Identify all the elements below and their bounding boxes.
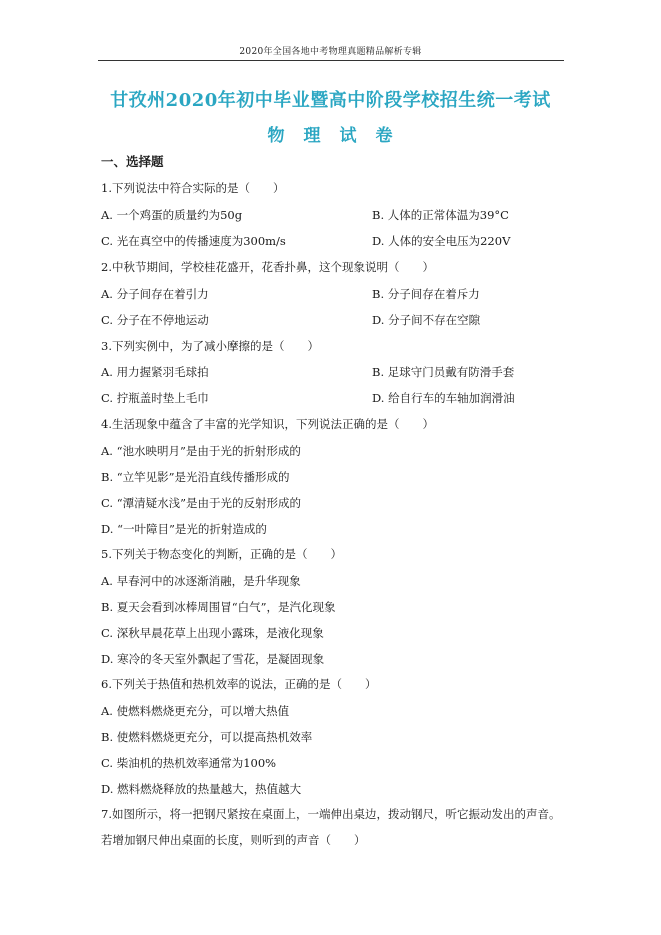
option-c: C. “潭清疑水浅”是由于光的反射形成的	[101, 496, 301, 510]
option-b: B. 人体的正常体温为39°C	[372, 208, 509, 222]
subtitle-char: 理	[303, 126, 322, 146]
option-d: D. 给自行车的车轴加润滑油	[372, 391, 515, 405]
question-stem: 4.生活现象中蕴含了丰富的光学知识，下列说法正确的是（ ）	[101, 417, 434, 431]
exam-subtitle	[0, 121, 661, 146]
option-b: B. 夏天会看到冰棒周围冒“白气”，是汽化现象	[101, 600, 336, 614]
page-header: 2020年全国各地中考物理真题精品解析专辑	[239, 47, 422, 57]
option-c: C. 光在真空中的传播速度为300m/s	[101, 234, 286, 248]
option-b: B. “立竿见影”是光沿直线传播形成的	[101, 470, 290, 484]
header-divider	[98, 60, 564, 61]
option-a: A. 早春河中的冰逐渐消融，是升华现象	[101, 574, 301, 588]
section-heading: 一、选择题	[101, 154, 164, 169]
option-c: C. 分子在不停地运动	[101, 313, 209, 327]
question-stem-continued: 若增加钢尺伸出桌面的长度，则听到的声音（ ）	[101, 833, 366, 847]
option-c: C. 柴油机的热机效率通常为100%	[101, 756, 277, 770]
option-a: A. 使燃料燃烧更充分，可以增大热值	[101, 704, 290, 718]
question-stem: 7.如图所示，将一把钢尺紧按在桌面上，一端伸出桌边，拨动钢尺，听它振动发出的声音。	[101, 807, 561, 821]
option-a: A. “池水映明月”是由于光的折射形成的	[101, 444, 301, 458]
option-d: D. 寒冷的冬天室外飘起了雪花，是凝固现象	[101, 652, 325, 666]
option-c: C. 深秋早晨花草上出现小露珠，是液化现象	[101, 626, 324, 640]
question-stem: 5.下列关于物态变化的判断，正确的是（ ）	[101, 547, 342, 561]
subtitle-char: 试	[339, 126, 358, 146]
exam-title: 甘孜州2020年初中毕业暨高中阶段学校招生统一考试	[110, 90, 551, 111]
subtitle-char: 卷	[375, 126, 394, 146]
question-stem: 3.下列实例中，为了减小摩擦的是（ ）	[101, 339, 319, 353]
option-a: A. 分子间存在着引力	[101, 287, 209, 301]
question-stem: 2.中秋节期间，学校桂花盛开，花香扑鼻，这个现象说明（ ）	[101, 260, 434, 274]
option-d: D. 分子间不存在空隙	[372, 313, 481, 327]
subtitle-char: 物	[267, 126, 286, 146]
option-a: A. 用力握紧羽毛球拍	[101, 365, 209, 379]
option-c: C. 拧瓶盖时垫上毛巾	[101, 391, 209, 405]
question-stem: 6.下列关于热值和热机效率的说法，正确的是（ ）	[101, 677, 377, 691]
option-b: B. 足球守门员戴有防滑手套	[372, 365, 515, 379]
option-d: D. 人体的安全电压为220V	[372, 234, 511, 248]
option-b: B. 使燃料燃烧更充分，可以提高热机效率	[101, 730, 313, 744]
option-b: B. 分子间存在着斥力	[372, 287, 480, 301]
option-a: A. 一个鸡蛋的质量约为50g	[101, 208, 243, 222]
option-d: D. 燃料燃烧释放的热量越大，热值越大	[101, 782, 302, 796]
question-stem: 1.下列说法中符合实际的是（ ）	[101, 181, 285, 195]
option-d: D. “一叶障目”是光的折射造成的	[101, 522, 267, 536]
